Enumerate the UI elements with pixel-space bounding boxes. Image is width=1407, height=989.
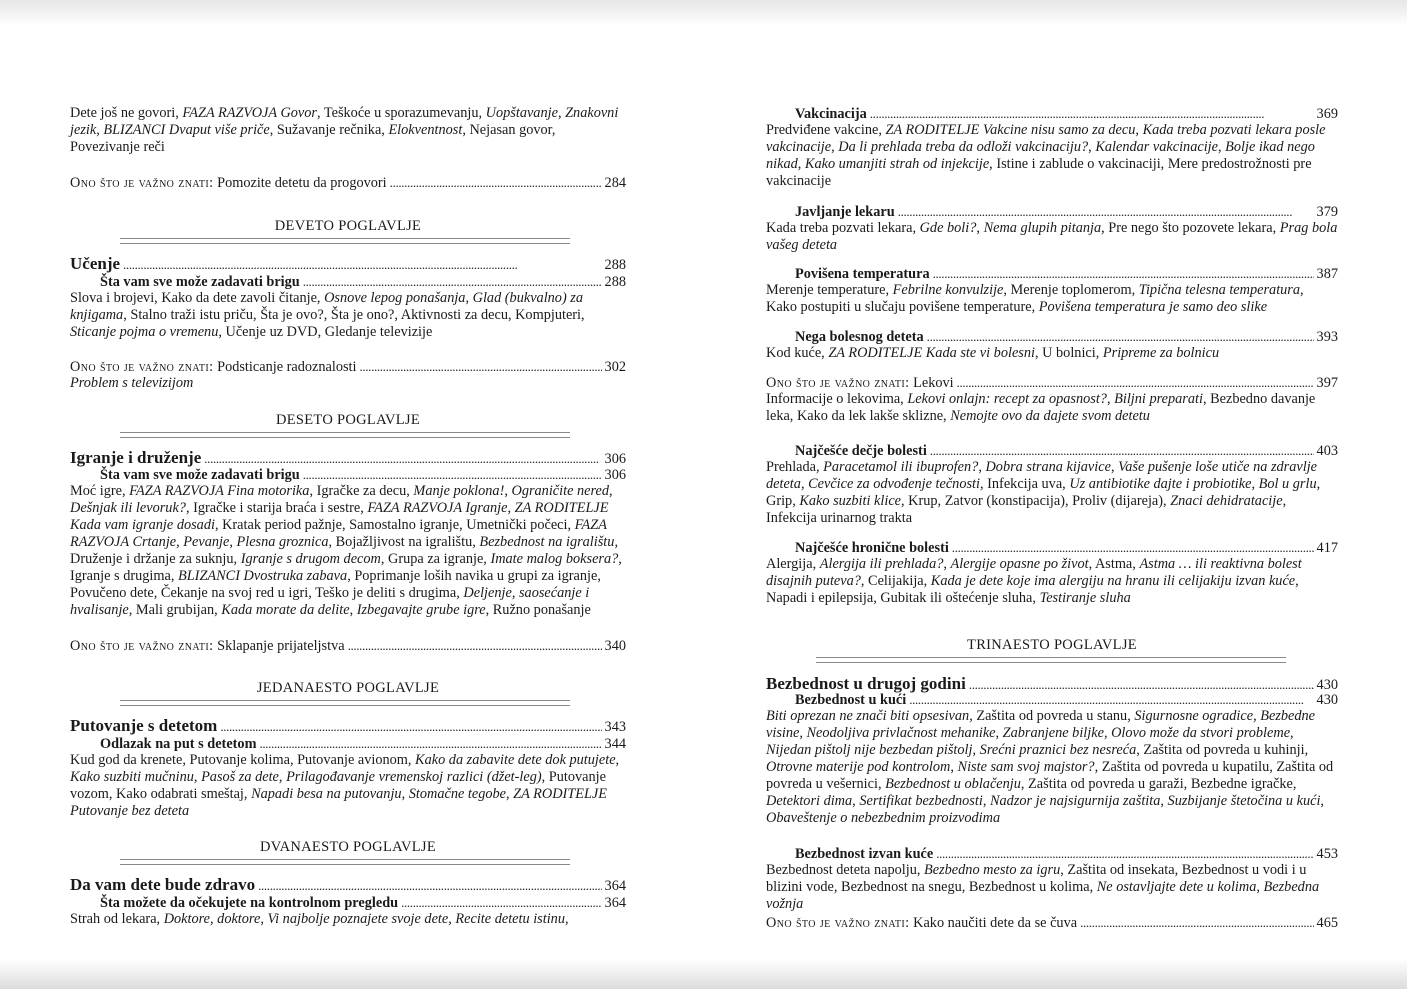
key-point-extra: Problem s televizijom (70, 375, 194, 391)
sidebar-topic: Kako suzbiti mučninu (70, 769, 194, 785)
sidebar-topic: Srećni praznici bez nesreća (979, 742, 1137, 758)
sidebar-topic: ZA RODITELJE Putovanje bez deteta (70, 786, 608, 819)
sidebar-topic: Detektori dima (766, 793, 853, 809)
section-entry[interactable]: Bezbednost u drugoj godini . . . 430 (766, 674, 1338, 694)
key-point-entry[interactable]: Ono što je važno znati: Pomozite detetu da progovori . . . 284 (70, 174, 626, 192)
topic-text: , (609, 483, 613, 499)
sidebar-topic: Kako suzbiti klice (799, 493, 902, 509)
sidebar-topic: Uopštavanje (485, 105, 558, 121)
topic-text: , Mali grubijan, (128, 602, 222, 618)
sidebar-topic: Znaci dehidratacije (1170, 493, 1283, 509)
subsection-entry[interactable]: Bezbednost izvan kuće . . . 453 (766, 845, 1338, 863)
sidebar-topic: FAZA RAZVOJA Crtanje (70, 517, 607, 550)
topic-text: , Krup, Zatvor (konstipacija), Proliv (dijareja), (901, 493, 1171, 509)
sidebar-topic: Kalendar vakcinacije (1095, 139, 1218, 155)
entry-description (70, 290, 626, 341)
entry-description (766, 391, 1338, 425)
topic-text: , Zaštita od povreda u stanu, (969, 708, 1135, 724)
topic-text: , Grupa za igranje, (380, 551, 491, 567)
topic-text: Kod kuće, (766, 345, 829, 361)
topic-text: , (995, 725, 1003, 741)
sidebar-topic: Doktore, doktore (163, 911, 261, 927)
sidebar-topic: Prag bola vašeg deteta (766, 220, 1338, 253)
topic-text: , Kratak period pažnje, Samostalno igranje, Umetnički počeci, (214, 517, 575, 533)
subsection-entry[interactable]: Najčešće hronične bolesti . . . 417 (766, 539, 1338, 557)
sidebar-topic: Bezbedna vožnja (766, 879, 1320, 912)
sidebar-topic: BLIZANCI Dvostruka zabava (178, 568, 348, 584)
sidebar-topic: Nijedan pištolj nije bezbedan pištolj (766, 742, 973, 758)
topic-text: , (1088, 139, 1096, 155)
sidebar-topic: Cevčice za odvođenje tečnosti (808, 476, 980, 492)
topic-text: , (943, 556, 951, 572)
topic-text: Kud god da krenete, Putovanje kolima, Putovanje avionom, (70, 752, 416, 768)
sidebar-topic: Dešnjak ili levoruk? (70, 500, 186, 516)
sidebar-topic: FAZA RAZVOJA Igranje (367, 500, 508, 516)
entry-description (766, 282, 1338, 316)
topic-text: , (349, 602, 357, 618)
sidebar-topic: FAZA RAZVOJA Govor (182, 105, 317, 121)
topic-text: , (401, 786, 409, 802)
topic-text: , Bezbedno davanje leka, Kako da lek lakše sklizne, (766, 391, 1316, 424)
sidebar-topic: Bezbednost u oblačenju (885, 776, 1021, 792)
sidebar-topic: Vi najbolje poznajete svoje dete (267, 911, 449, 927)
sidebar-topic: Lekovi onlajn: recept za opasnost? (907, 391, 1107, 407)
topic-text: , Kako postupiti u slučaju povišene temperature, (766, 282, 1304, 315)
topic-text: , (1320, 793, 1324, 809)
topic-text: Slova i brojevi, Kako da dete zavoli čitanje, (70, 290, 325, 306)
chapter-heading: DVANAESTO POGLAVLJE (259, 839, 437, 855)
sidebar-topic: Bezbedne visine (766, 708, 1316, 741)
sidebar-topic: Kako da zabavite dete dok putujete (415, 752, 616, 768)
subsection-entry[interactable]: Šta možete da očekujete na kontrolnom pregledu . . . 364 (70, 894, 626, 912)
key-point-entry[interactable]: Ono što je važno znati: Lekovi . . . 397 (766, 374, 1338, 392)
topic-text: , (972, 742, 980, 758)
section-entry[interactable]: Igranje i druženje . . . 306 (70, 448, 626, 468)
chapter-rule (816, 657, 1286, 663)
topic-text: Kada treba pozvati lekara, (766, 220, 920, 236)
sidebar-topic: Astma … ili reaktivna bolest disajnih puteva? (766, 556, 1302, 589)
entry-description (70, 752, 626, 820)
sidebar-topic: Pasoš za dete (201, 769, 279, 785)
topic-text: , (1106, 391, 1115, 407)
topic-text: , Pre nego što pozovete lekara, (1101, 220, 1280, 236)
sidebar-topic: Tipična telesna temperatura (1138, 282, 1301, 298)
sidebar-topic: Zabranjene biljke (1002, 725, 1104, 741)
topic-text: , Napadi i epilepsija, Gubitak ili oštećenje sluha, (766, 573, 1299, 606)
topic-text: , Astma, (1088, 556, 1140, 572)
topic-text: , Teškoće u sporazumevanju, (316, 105, 486, 121)
sidebar-topic: Stomačne tegobe (408, 786, 506, 802)
topic-text: , (278, 769, 287, 785)
sidebar-topic: BLIZANCI Dvaput više priče (103, 122, 270, 138)
sidebar-topic: Igranje s drugom decom (240, 551, 381, 567)
topic-text: , (465, 290, 473, 306)
topic-text: , Igranje s drugima, (70, 551, 622, 584)
entry-description (766, 708, 1338, 827)
topic-text: , (950, 759, 958, 775)
sidebar-topic: Uz antibiotike dajte i probiotike (1069, 476, 1252, 492)
sidebar-topic: Obaveštenje o nebezbednim proizvodima (766, 810, 1001, 826)
topic-text: , Zaštita od povreda u kupatilu, Zaštita od povreda u vešernici, (766, 759, 1334, 792)
sidebar-topic: Nadzor je najsigurnija zaštita (989, 793, 1161, 809)
subsection-entry[interactable]: Vakcinacija . . . 369 (766, 105, 1338, 123)
subsection-entry[interactable]: Najčešće dečje bolesti . . . 403 (766, 442, 1338, 460)
sidebar-topic: FAZA RAZVOJA Fina motorika (129, 483, 310, 499)
chapter-rule (120, 238, 570, 244)
bottom-shadow (0, 959, 1407, 989)
sidebar-topic: Povišena temperatura je samo deo slike (1038, 299, 1268, 315)
topic-text: , Sužavanje rečnika, (269, 122, 389, 138)
topic-text: Informacije o lekovima, (766, 391, 908, 407)
entry-description (766, 862, 1338, 913)
sidebar-topic: Imate malog boksera? (490, 551, 619, 567)
topic-text: , U bolnici, (1034, 345, 1103, 361)
sidebar-topic: Nema glupih pitanja (983, 220, 1102, 236)
entry-description (766, 459, 1338, 527)
topic-text: , Celijakija, (860, 573, 931, 589)
topic-text: , Igračke za decu, (309, 483, 414, 499)
topic-text: Predviđene vakcine, (766, 122, 886, 138)
sidebar-topic: Elokventnost (388, 122, 463, 138)
sidebar-topic: Kada morate da delite (221, 602, 350, 618)
topic-text: , Druženje i držanje za suknju, (70, 534, 619, 567)
sidebar-topic: Bolje ikad nego nikad (766, 139, 1315, 172)
chapter-rule (120, 859, 570, 865)
chapter-rule (120, 700, 570, 706)
topic-text: , (1218, 139, 1226, 155)
key-point-entry[interactable]: Ono što je važno znati: Kako naučiti dete da se čuva . . . 465 (766, 914, 1338, 932)
topic-text: , (564, 911, 569, 927)
topic-text: , Grip, (766, 476, 1321, 509)
sidebar-topic: Napadi besa na putovanju (251, 786, 402, 802)
entry-description (766, 220, 1338, 254)
topic-text: , (1256, 879, 1264, 895)
topic-text: , (978, 459, 986, 475)
topic-text: , (976, 220, 984, 236)
topic-text: , (176, 534, 184, 550)
topic-text: , Poprimanje loših navika u grupi za igranje, Povučeno dete, Čekanje na svoj red u igri, Teško je deliti s drugima, (70, 568, 601, 601)
topic-text: , (797, 156, 805, 172)
topic-text: , (1110, 459, 1119, 475)
subsection-entry[interactable]: Šta vam sve može zadavati brigu . . . 288 (70, 273, 626, 291)
sidebar-topic: Biljni preparati (1114, 391, 1203, 407)
topic-text: , Zaštita od povreda u kuhinji, (1136, 742, 1309, 758)
sidebar-topic: Ne ostavljajte dete u kolima (1096, 879, 1257, 895)
sidebar-topic: Neodoljiva privlačnost mehanike (806, 725, 996, 741)
sidebar-topic: Da li prehlada treba da odloži vakcinaciju? (838, 139, 1089, 155)
topic-text: , Igračke i starija braća i sestre, (185, 500, 368, 516)
subsection-entry[interactable]: Šta vam sve može zadavati brigu . . . 306 (70, 466, 626, 484)
topic-text: , (507, 500, 515, 516)
topic-text: , Ružno ponašanje (485, 602, 591, 618)
sidebar-topic: Otrovne materije pod kontrolom (766, 759, 951, 775)
sidebar-topic: Znakovni jezik (70, 105, 619, 138)
topic-text: , Putovanje vozom, Kako odabrati smeštaj, (70, 769, 606, 802)
sidebar-topic: Dobra strana kijavice (985, 459, 1111, 475)
chapter-heading: DESETO POGLAVLJE (275, 412, 421, 428)
topic-text: , Učenje uz DVD, Gledanje televizije (218, 324, 433, 340)
sidebar-topic: Testiranje sluha (1039, 590, 1131, 606)
sidebar-topic: Kada je dete koje ima alergiju na hranu ili celijakiju izvan kuće (930, 573, 1296, 589)
topic-text: , (193, 769, 202, 785)
topic-text: Bezbednost deteta napolju, (766, 862, 925, 878)
topic-text: , (1135, 122, 1143, 138)
topic-text: , Infekcija urinarnog trakta (766, 493, 1287, 526)
sidebar-topic: Prilagođavanje vremenskoj razlici (džet-leg) (286, 769, 542, 785)
sidebar-topic: Bezbednost na igralištu (479, 534, 615, 550)
topic-text: , Istine i zablude o vakcinaciji, Mere predostrožnosti pre vakcinacije (766, 156, 1312, 189)
entry-description (766, 345, 1338, 362)
chapter-heading: DEVETO POGLAVLJE (274, 218, 422, 234)
topic-text: Dete još ne govori, (70, 105, 183, 121)
chapter-rule (120, 432, 570, 438)
sidebar-topic: Sigurnosne ogradice (1134, 708, 1254, 724)
top-shadow (0, 0, 1407, 26)
topic-text: , (448, 911, 456, 927)
topic-text: Prehlada, (766, 459, 824, 475)
subsection-entry[interactable]: Javljanje lekaru . . . 379 (766, 203, 1338, 221)
topic-text: , (800, 476, 809, 492)
topic-text: , (229, 534, 237, 550)
topic-text: , (852, 793, 860, 809)
sidebar-topic: Biti oprezan ne znači biti opsesivan (766, 708, 970, 724)
sidebar-topic: Paracetamol ili ibuprofen? (823, 459, 979, 475)
sidebar-topic: Niste sam svoj majstor? (957, 759, 1095, 775)
topic-text: , (831, 139, 839, 155)
entry-description (70, 483, 626, 619)
topic-text: , (260, 911, 268, 927)
sidebar-topic: ZA RODITELJE Vakcine nisu samo za decu (885, 122, 1136, 138)
sidebar-topic: Bol u grlu (1258, 476, 1317, 492)
sidebar-topic: Alergija ili prehlada? (819, 556, 944, 572)
key-point-entry[interactable]: Ono što je važno znati: Sklapanje prijateljstva . . . 340 (70, 637, 626, 655)
topic-text: , Infekcija uva, (980, 476, 1070, 492)
sidebar-topic: Ograničite nered (511, 483, 610, 499)
topic-text: , Nejasan govor, (462, 122, 556, 138)
section-entry[interactable]: Da vam dete bude zdravo . . . 364 (70, 875, 626, 895)
entry-description (766, 122, 1338, 190)
sidebar-topic: Recite detetu istinu (455, 911, 565, 927)
sidebar-topic: Kada treba pozvati lekara posle vakcinacije (766, 122, 1326, 155)
sidebar-topic: Deljenje, saosećanje i hvalisanje (70, 585, 590, 618)
sidebar-topic: Plesna groznica (236, 534, 329, 550)
topic-text: , (1290, 725, 1294, 741)
sidebar-topic: Sertifikat bezbednosti (859, 793, 983, 809)
topic-text: Alergija, (766, 556, 820, 572)
sidebar-topic: Kako umanjiti strah od injekcije (804, 156, 990, 172)
sidebar-topic: Osnove lepog ponašanja (324, 290, 466, 306)
sidebar-topic: Nemojte ovo da dajete svom detetu (950, 408, 1150, 424)
sidebar-topic: Febrilne konvulzije (892, 282, 1004, 298)
key-point-entry[interactable]: Ono što je važno znati: Podsticanje radoznalosti . . . 302 (70, 358, 626, 376)
topic-text: Merenje temperature, (766, 282, 893, 298)
sidebar-topic: Suzbijanje štetočina u kući (1167, 793, 1321, 809)
topic-text: , (799, 725, 807, 741)
sidebar-topic: Pevanje (183, 534, 230, 550)
topic-text: , (615, 752, 620, 768)
subsection-entry[interactable]: Bezbednost u kući . . . 430 (766, 691, 1338, 709)
sidebar-topic: ZA RODITELJE Kada vam igranje dosadi (70, 500, 609, 533)
topic-text: , Stalno traži istu priču, Šta je ovo?, Šta je ono?, Aktivnosti za decu, Kompjuteri, (123, 307, 585, 323)
chapter-heading: TRINAESTO POGLAVLJE (967, 637, 1137, 653)
sidebar-topic: Izbegavajte grube igre (356, 602, 486, 618)
sidebar-topic: Alergije opasne po život (950, 556, 1089, 572)
sidebar-topic: Manje poklona! (413, 483, 505, 499)
topic-text: , (506, 786, 514, 802)
sidebar-topic: ZA RODITELJE Kada ste vi bolesni (828, 345, 1035, 361)
chapter-heading: JEDANAESTO POGLAVLJE (256, 680, 440, 696)
subsection-entry[interactable]: Nega bolesnog deteta . . . 393 (766, 328, 1338, 346)
topic-text: , Merenje toplomerom, (1003, 282, 1139, 298)
topic-text: , Bojažljivost na igralištu, (328, 534, 480, 550)
topic-text: Moć igre, (70, 483, 130, 499)
topic-text: , (1253, 708, 1261, 724)
sidebar-topic: Bezbedno mesto za igru (924, 862, 1061, 878)
topic-text: , Zaštita od povreda u garaži, Bezbedne igračke, (1020, 776, 1297, 792)
entry-description (70, 911, 626, 928)
topic-text: Strah od lekara, (70, 911, 164, 927)
topic-text: , Zaštita od insekata, Bezbednost u vodi i u blizini vode, Bezbednost na snegu, Bezbednost u kolima, (766, 862, 1307, 895)
sidebar-topic: Olovo može da stvori probleme (1111, 725, 1291, 741)
sidebar-topic: Vaše pušenje loše utiče na zdravlje deteta (766, 459, 1318, 492)
topic-text: , (557, 105, 566, 121)
subsection-entry[interactable]: Odlazak na put s detetom . . . 344 (70, 735, 626, 753)
topic-text: , (1160, 793, 1168, 809)
sidebar-topic: Gde boli? (919, 220, 977, 236)
topic-text: , (982, 793, 990, 809)
topic-text: , (1251, 476, 1259, 492)
topic-text: , (1103, 725, 1112, 741)
sidebar-topic: Glad (bukvalno) za knjigama (70, 290, 584, 323)
entry-description (70, 105, 626, 156)
section-entry[interactable]: Putovanje s detetom . . . 343 (70, 716, 626, 736)
section-entry[interactable]: Učenje . . . 288 (70, 254, 626, 274)
topic-text: , (504, 483, 512, 499)
subsection-entry[interactable]: Povišena temperatura . . . 387 (766, 265, 1338, 283)
topic-text: , (96, 122, 104, 138)
topic-text: Povezivanje reči (70, 139, 165, 155)
entry-description (766, 556, 1338, 607)
sidebar-topic: Pripreme za bolnicu (1102, 345, 1220, 361)
sidebar-topic: Sticanje pojma o vremenu (70, 324, 219, 340)
